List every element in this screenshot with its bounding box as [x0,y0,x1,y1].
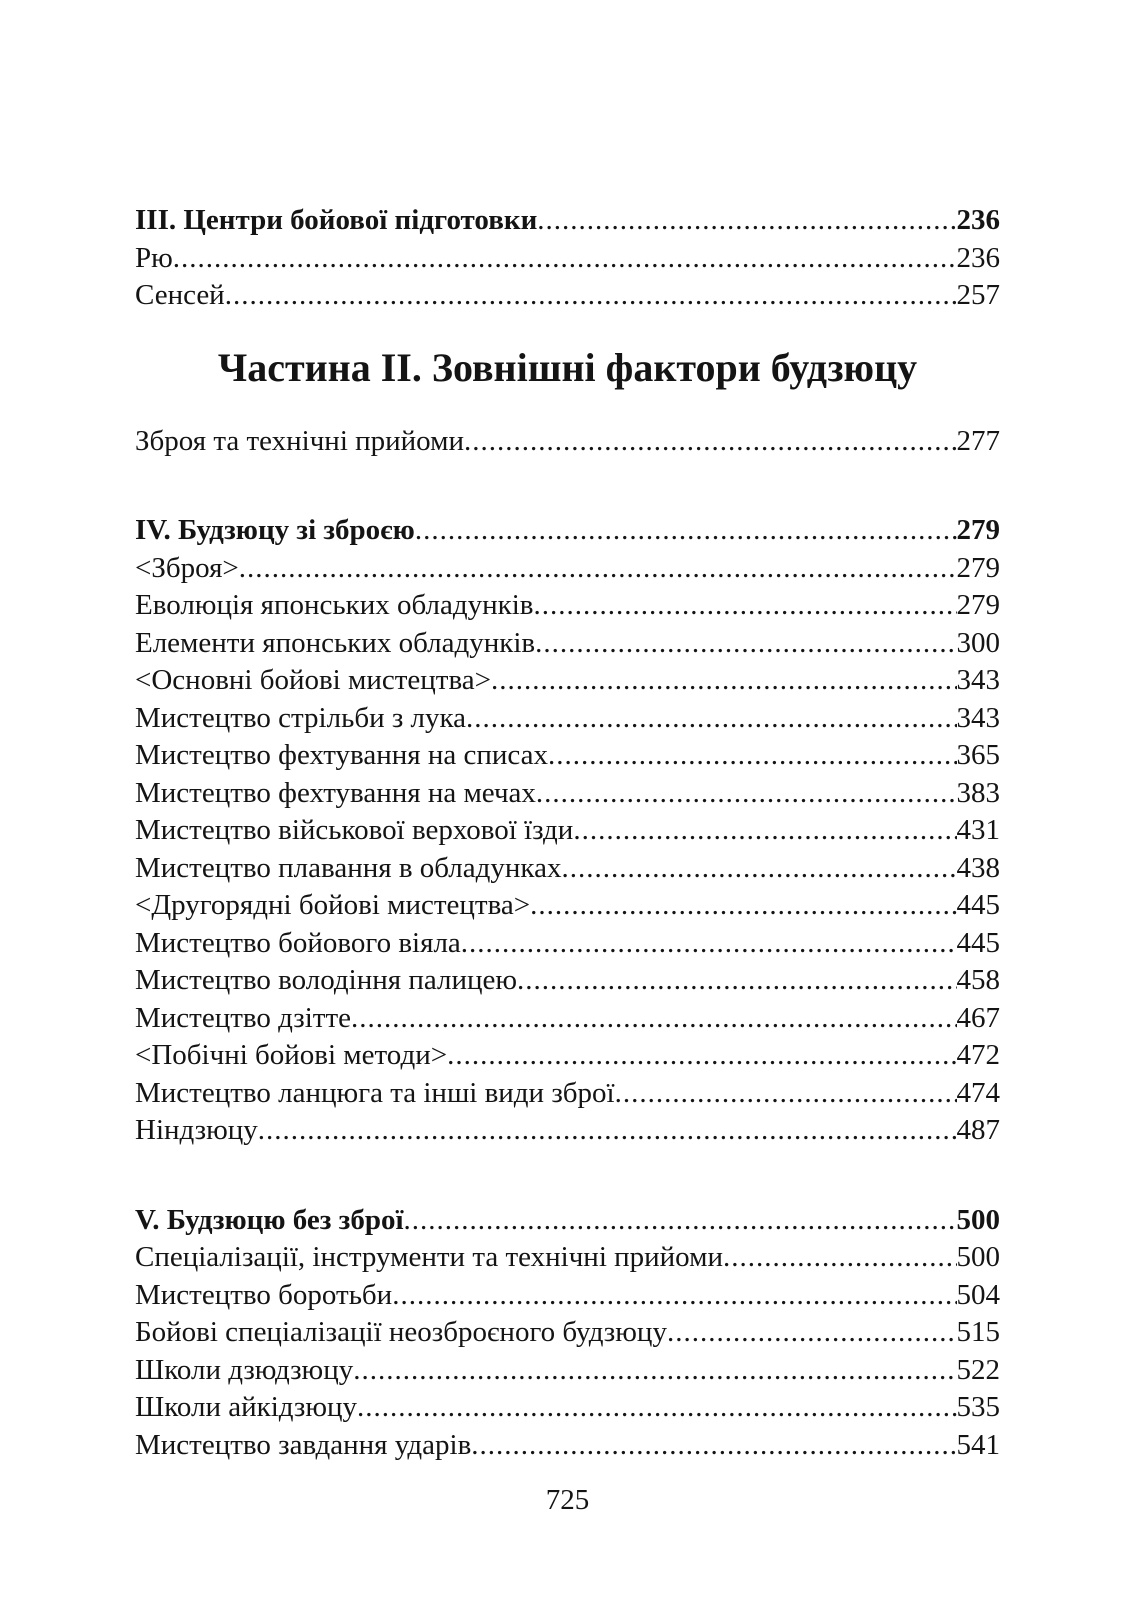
toc-entry [135,1000,1000,1038]
toc-entry [135,625,1000,663]
blank-line [135,460,1000,512]
toc-entry-label: Школи дзюдзюцу [135,1353,354,1386]
toc-entry [135,1352,1000,1390]
toc-entry-label: <Побічні бойові методи> [135,1039,448,1071]
toc-entry [135,512,1000,550]
toc-entry-page: 541 [956,1428,1000,1461]
toc-entry-page: 343 [956,701,1000,734]
toc-entry-label: Мистецтво плавання в обладунках [135,851,562,884]
toc-entry-label: Мистецтво боротьби [135,1278,393,1311]
toc-entry-page: 522 [956,1353,1000,1386]
toc-entry-page: 504 [956,1278,1000,1311]
dot-leader [667,1314,957,1352]
toc-entry-label: Бойові спеціалізації неозброєного будзюцу [135,1316,667,1348]
toc-entry-label: III. Центри бойової підготовки [135,204,538,236]
toc-entry [135,737,1000,775]
toc-entry [135,812,1000,850]
toc-entry-page: 474 [956,1076,1000,1109]
toc-entry [135,850,1000,888]
toc-entry-page: 279 [956,589,1000,621]
toc-entry [135,587,1000,625]
toc-entry-label: Мистецтво фехтування на мечах [135,776,536,809]
toc-entry-page: 279 [956,514,1000,546]
toc-entry-page: 472 [956,1039,1000,1071]
toc-entry [135,550,1000,588]
toc-entry-label: <Зброя> [135,551,239,584]
toc-entry [135,775,1000,813]
toc-entry-label: Мистецтво стрільби з лука [135,701,467,734]
toc-entry-page: 236 [956,204,1000,236]
toc-entry-page: 535 [956,1391,1000,1423]
dot-leader [357,1389,956,1427]
toc-entry-label: Мистецтво дзітте [135,1001,351,1034]
page-number: 725 [545,1484,590,1516]
toc-entry-page: 445 [956,889,1000,921]
dot-leader [561,850,956,888]
toc-entry-label: Рю [135,241,173,274]
toc-entry [135,662,1000,700]
dot-leader [537,202,956,240]
toc-entry-label: Зброя та технічні прийоми [135,424,464,457]
toc-entry-label: Мистецтво завдання ударів [135,1428,472,1461]
toc-entry-label: Сенсей [135,279,225,311]
toc-entry [135,1239,1000,1277]
toc-entry [135,1314,1000,1352]
toc-entry-label: Еволюція японських обладунків [135,589,534,621]
toc-entry-page: 515 [956,1316,1000,1348]
toc-entry-label: Мистецтво володіння палицею [135,964,518,996]
toc-entry-page: 279 [956,551,1000,584]
toc-entry-page: 467 [956,1001,1000,1034]
toc-entry-page: 438 [956,851,1000,884]
toc-entry-label: Спеціалізації, інструменти та технічні прийоми [135,1241,724,1273]
dot-leader [535,625,956,663]
toc-entry [135,700,1000,738]
toc-entry [135,1075,1000,1113]
toc-entry [135,240,1000,278]
toc-entry [135,1202,1000,1240]
dot-leader [615,1075,957,1113]
blank-line [135,1150,1000,1202]
toc-entry-page: 500 [956,1241,1000,1273]
dot-leader [471,1427,956,1465]
toc-entry-page: 343 [956,664,1000,696]
dot-leader [466,700,956,738]
toc-entry-page: 300 [956,626,1000,659]
dot-leader [392,1277,956,1315]
dot-leader [573,812,956,850]
toc-entry-label: Мистецтво ланцюга та інші види зброї [135,1076,615,1109]
toc-entry-page: 257 [956,279,1000,311]
toc-entry-label: Мистецтво військової верхової їзди [135,814,574,846]
toc-entry-label: <Другорядні бойові мистецтва> [135,889,531,921]
toc-entry-page: 383 [956,776,1000,809]
dot-leader [404,1202,957,1240]
dot-leader [239,550,957,588]
toc-entry-label: Ніндзюцу [135,1114,258,1146]
dot-leader [533,587,956,625]
toc-entry-page: 431 [956,814,1000,846]
toc-entry-page: 458 [956,964,1000,996]
toc-entry [135,1112,1000,1150]
dot-leader [353,1352,956,1390]
toc-entry-label: Мистецтво бойового віяла [135,926,461,959]
toc-entry [135,423,1000,461]
toc-entry-page: 277 [956,424,1000,457]
dot-leader [530,887,956,925]
toc-entry [135,277,1000,315]
part-heading: Частина II. Зовнішні фактори будзюцу [217,344,918,390]
toc-entry-label: Мистецтво фехтування на списах [135,739,548,771]
toc-entry [135,925,1000,963]
dot-leader [351,1000,957,1038]
dot-leader [536,775,957,813]
dot-leader [258,1112,957,1150]
dot-leader [464,423,957,461]
toc-entry [135,1037,1000,1075]
toc-entry [135,962,1000,1000]
toc-entry-label: Елементи японських обладунків [135,626,536,659]
toc-entry-page: 487 [956,1114,1000,1146]
toc-content [135,202,1000,1520]
toc-entry-label: Школи айкідзюцу [135,1391,358,1423]
toc-entry-page: 365 [956,739,1000,771]
toc-entry [135,1389,1000,1427]
dot-leader [447,1037,956,1075]
toc-entry-page: 445 [956,926,1000,959]
dot-leader [723,1239,956,1277]
toc-entry [135,202,1000,240]
toc-entry [135,1277,1000,1315]
toc-entry-label: V. Будзюцю без зброї [135,1203,404,1236]
dot-leader [517,962,956,1000]
dot-leader [225,277,957,315]
toc-entry [135,887,1000,925]
dot-leader [461,925,957,963]
dot-leader [415,512,957,550]
toc-entry-label: <Основні бойові мистецтва> [135,664,492,696]
dot-leader [173,240,957,278]
toc-entry [135,1427,1000,1465]
toc-entry-page: 500 [956,1203,1000,1236]
toc-entry-label: IV. Будзюцу зі зброєю [135,514,415,546]
toc-entry-page: 236 [956,241,1000,274]
dot-leader [548,737,957,775]
dot-leader [491,662,956,700]
